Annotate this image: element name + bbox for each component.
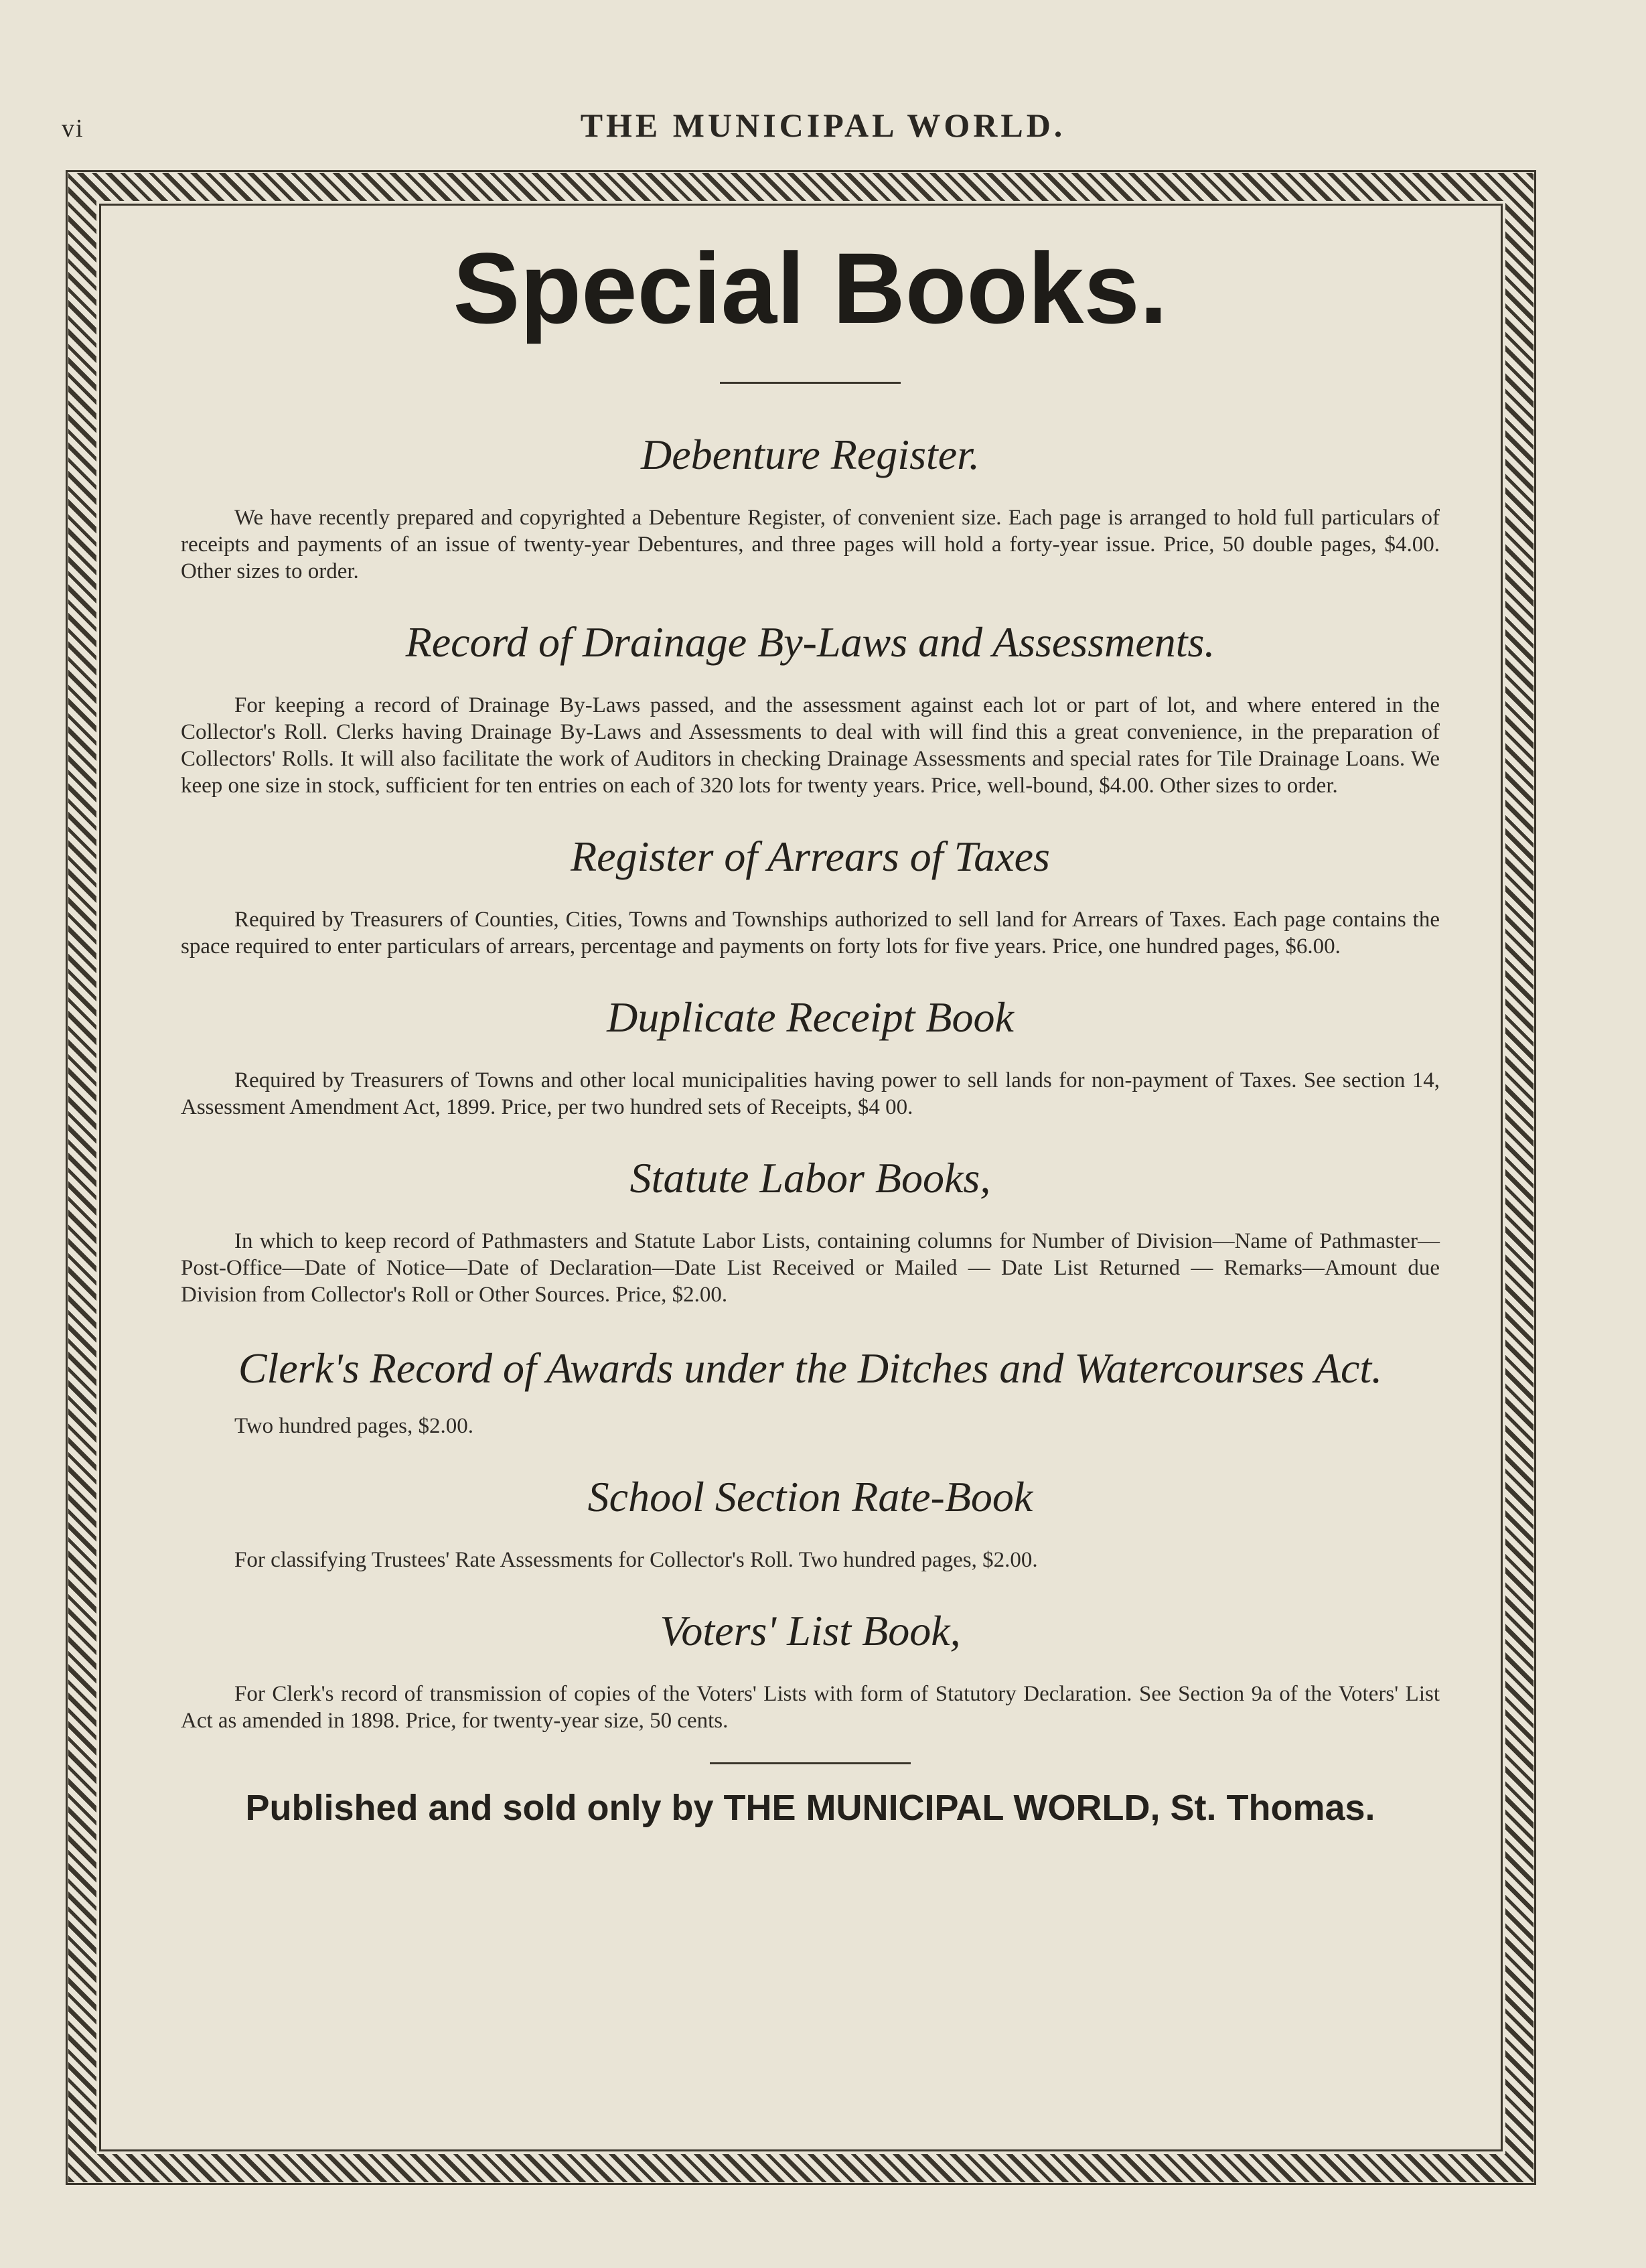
- section-drainage-bylaws: [181, 612, 1440, 799]
- section-body: For classifying Trustees' Rate Assessments for Collector's Roll. Two hundred pages, $2.00.: [234, 1548, 1038, 1572]
- section-body: We have recently prepared and copyrighted a Debenture Register, of convenient size. Each page is arranged to hold full particulars of receipts and payments of an issue of twenty-year Debentures, and three pages will hold a forty-year issue. Price, 50 double pages, $4.00. Other sizes to order.: [181, 506, 1440, 583]
- section-heading: Register of Arrears of Taxes: [571, 833, 1050, 880]
- page-title: Special Books.: [453, 232, 1168, 344]
- section-body: Two hundred pages, $2.00.: [234, 1414, 473, 1438]
- page-number: vi: [62, 115, 84, 143]
- section-body: In which to keep record of Pathmasters and Statute Labor Lists, containing columns for Number of Division—Name of Pathmaster—Post-Office—Date of Notice—Date of Declaration—Date List Received or Mailed — Date List Returned — Remarks—Amount due Division from Collector's Roll or Other Sources. Price, $2.00.: [181, 1229, 1440, 1307]
- section-heading: Statute Labor Books,: [629, 1154, 991, 1202]
- section-heading: Voters' List Book,: [660, 1607, 961, 1654]
- section-debenture-register: [181, 424, 1440, 585]
- section-heading: Clerk's Record of Awards under the Ditches and Watercourses Act.: [238, 1344, 1383, 1392]
- section-duplicate-receipt-book: [181, 987, 1440, 1121]
- section-school-rate-book: [181, 1466, 1440, 1573]
- section-body: For keeping a record of Drainage By-Laws passed, and the assessment against each lot or part of lot, and where entered in the Collector's Roll. Clerks having Drainage By-Laws and Assessments to deal with will find this a great convenience, in the preparation of Collectors' Rolls. It will also facilitate the work of Auditors in checking Drainage Assessments and special rates for Tile Drainage Loans. We keep one size in stock, sufficient for ten entries on each of 320 lots for twenty years. Price, well-bound, $4.00. Other sizes to order.: [181, 693, 1440, 798]
- section-ditches-watercourses: [181, 1335, 1440, 1439]
- advertisement-body: [181, 221, 1440, 1831]
- section-statute-labor-books: [181, 1147, 1440, 1308]
- section-body: Required by Treasurers of Towns and other local municipalities having power to sell lands for non-payment of Taxes. See section 14, Assessment Amendment Act, 1899. Price, per two hundred sets of Receipts, $4 00.: [181, 1068, 1440, 1119]
- section-heading: Duplicate Receipt Book: [607, 993, 1014, 1041]
- section-voters-list-book: [181, 1600, 1440, 1734]
- running-head: THE MUNICIPAL WORLD.: [580, 107, 1066, 144]
- section-heading: Debenture Register.: [641, 431, 980, 478]
- footer-divider: [710, 1762, 911, 1764]
- section-heading: Record of Drainage By-Laws and Assessments.: [405, 618, 1215, 666]
- title-divider: [720, 382, 901, 384]
- section-body: For Clerk's record of transmission of copies of the Voters' Lists with form of Statutory Declaration. See Section 9a of the Voters' List Act as amended in 1898. Price, for twenty-year size, 50 cents.: [181, 1682, 1440, 1733]
- section-heading: School Section Rate-Book: [587, 1473, 1033, 1520]
- section-arrears-of-taxes: [181, 826, 1440, 960]
- section-body: Required by Treasurers of Counties, Cities, Towns and Townships authorized to sell land for Arrears of Taxes. Each page contains the space required to enter particulars of arrears, percentage and payments on forty lots for five years. Price, one hundred pages, $6.00.: [181, 908, 1440, 959]
- publisher-line: Published and sold only by THE MUNICIPAL WORLD, St. Thomas.: [245, 1788, 1375, 1828]
